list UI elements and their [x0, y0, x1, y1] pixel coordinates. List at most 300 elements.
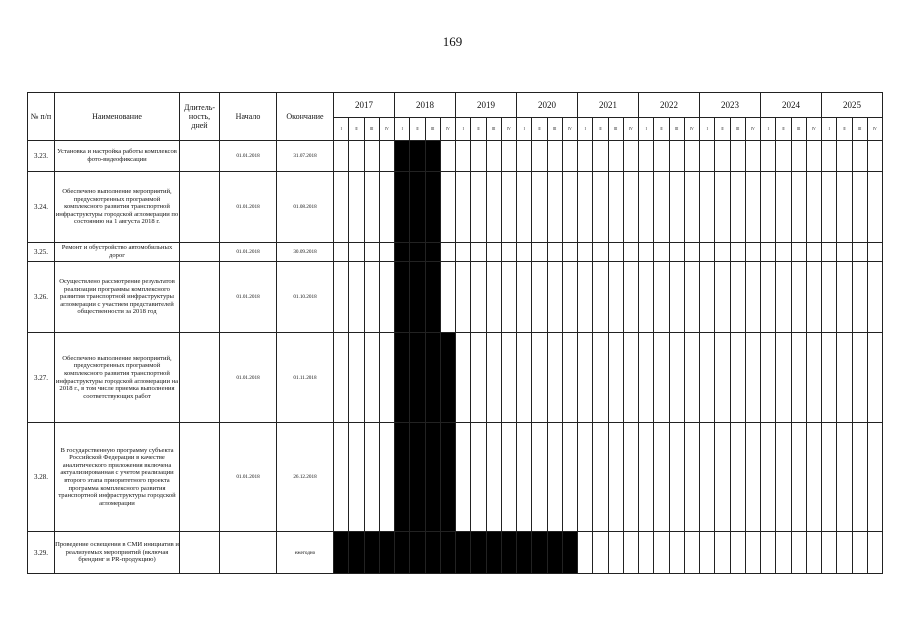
year-header: 2022 [639, 93, 700, 118]
quarter-cell [486, 333, 501, 423]
quarter-cell [761, 262, 776, 333]
quarter-cell [791, 243, 806, 262]
year-header: 2025 [822, 93, 883, 118]
row-num: 3.28. [28, 423, 55, 532]
quarter-cell [867, 262, 882, 333]
quarter-cell [822, 423, 837, 532]
quarter-header: IV [440, 118, 455, 141]
quarter-cell [700, 172, 715, 243]
row-num: 3.26. [28, 262, 55, 333]
quarter-cell [456, 243, 471, 262]
quarter-cell [623, 423, 638, 532]
gantt-bar-cell [456, 532, 471, 574]
quarter-cell [593, 243, 608, 262]
quarter-cell [867, 333, 882, 423]
quarter-cell [562, 423, 577, 532]
quarter-cell [761, 532, 776, 574]
quarter-header: III [791, 118, 806, 141]
quarter-cell [593, 333, 608, 423]
col-header-duration: Длитель-ность, дней [180, 93, 220, 141]
quarter-cell [364, 423, 379, 532]
quarter-cell [639, 532, 654, 574]
row-start-date: 01.01.2018 [220, 172, 277, 243]
quarter-cell [440, 141, 455, 172]
quarter-cell [684, 423, 699, 532]
quarter-header: II [776, 118, 791, 141]
gantt-bar-cell [425, 262, 440, 333]
row-end-date: 31.07.2018 [277, 141, 334, 172]
quarter-cell [578, 333, 593, 423]
gantt-bar-cell [425, 532, 440, 574]
quarter-cell [867, 423, 882, 532]
quarter-cell [730, 423, 745, 532]
quarter-cell [562, 333, 577, 423]
quarter-header: II [471, 118, 486, 141]
gantt-bar-cell [425, 243, 440, 262]
quarter-cell [608, 141, 623, 172]
quarter-cell [517, 262, 532, 333]
year-header: 2017 [334, 93, 395, 118]
quarter-header: II [715, 118, 730, 141]
row-name: В государственную программу субъекта Российской Федерации в качестве аналитического приложения включена актуализированная с учетом реализации второго этапа приоритетного проекта программа комплексного развития транспортной инфраструктуры городской агломерации [55, 423, 180, 532]
quarter-cell [776, 243, 791, 262]
quarter-cell [471, 423, 486, 532]
quarter-cell [334, 172, 349, 243]
quarter-cell [364, 262, 379, 333]
quarter-cell [791, 141, 806, 172]
col-header-end: Окончание [277, 93, 334, 141]
quarter-cell [486, 141, 501, 172]
quarter-cell [837, 423, 852, 532]
quarter-cell [486, 172, 501, 243]
quarter-cell [639, 172, 654, 243]
row-start-date: 01.01.2018 [220, 423, 277, 532]
quarter-cell [852, 243, 867, 262]
quarter-cell [715, 262, 730, 333]
quarter-cell [806, 262, 821, 333]
quarter-cell [456, 423, 471, 532]
quarter-cell [379, 333, 394, 423]
quarter-cell [364, 333, 379, 423]
quarter-cell [517, 141, 532, 172]
row-end-date: ежегодно [277, 532, 334, 574]
quarter-cell [440, 172, 455, 243]
quarter-cell [837, 141, 852, 172]
quarter-cell [791, 262, 806, 333]
row-num: 3.24. [28, 172, 55, 243]
quarter-cell [852, 141, 867, 172]
quarter-cell [745, 172, 760, 243]
gantt-bar-cell [395, 333, 410, 423]
quarter-cell [791, 423, 806, 532]
quarter-cell [745, 141, 760, 172]
gantt-bar-cell [471, 532, 486, 574]
gantt-bar-cell [379, 532, 394, 574]
row-name: Осуществлено рассмотрение результатов реализации программы комплексного развития транспортной инфраструктуры агломерации с участием представителей общественности за 2018 год [55, 262, 180, 333]
table-row [28, 243, 883, 262]
quarter-cell [745, 262, 760, 333]
row-duration [180, 262, 220, 333]
col-header-num: № п/п [28, 93, 55, 141]
quarter-cell [593, 532, 608, 574]
quarter-cell [669, 243, 684, 262]
quarter-cell [593, 423, 608, 532]
row-name: Ремонт и обустройство автомобильных дорог [55, 243, 180, 262]
gantt-bar-cell [334, 532, 349, 574]
quarter-cell [623, 172, 638, 243]
quarter-cell [562, 243, 577, 262]
quarter-cell [669, 423, 684, 532]
row-duration [180, 172, 220, 243]
quarter-header: I [456, 118, 471, 141]
quarter-cell [456, 172, 471, 243]
quarter-cell [334, 333, 349, 423]
quarter-header: I [578, 118, 593, 141]
quarter-cell [684, 262, 699, 333]
quarter-header: I [334, 118, 349, 141]
quarter-cell [456, 333, 471, 423]
gantt-bar-cell [410, 243, 425, 262]
quarter-cell [806, 532, 821, 574]
quarter-cell [806, 141, 821, 172]
gantt-bar-cell [501, 532, 516, 574]
quarter-cell [700, 141, 715, 172]
quarter-cell [806, 423, 821, 532]
quarter-header: II [349, 118, 364, 141]
quarter-cell [608, 423, 623, 532]
quarter-cell [700, 262, 715, 333]
quarter-cell [440, 243, 455, 262]
quarter-cell [349, 172, 364, 243]
gantt-bar-cell [486, 532, 501, 574]
quarter-cell [517, 423, 532, 532]
quarter-header: IV [806, 118, 821, 141]
quarter-cell [654, 532, 669, 574]
quarter-cell [501, 172, 516, 243]
quarter-cell [867, 243, 882, 262]
quarter-cell [837, 243, 852, 262]
gantt-bar-cell [364, 532, 379, 574]
quarter-cell [837, 333, 852, 423]
quarter-cell [379, 262, 394, 333]
row-name: Обеспечено выполнение мероприятий, предусмотренных программой комплексного развития транспортной инфраструктуры городской агломерации по состоянию на 1 августа 2018 г. [55, 172, 180, 243]
quarter-header: I [761, 118, 776, 141]
quarter-cell [700, 423, 715, 532]
quarter-cell [532, 262, 547, 333]
gantt-bar-cell [395, 423, 410, 532]
quarter-cell [547, 172, 562, 243]
quarter-cell [547, 262, 562, 333]
quarter-cell [456, 141, 471, 172]
quarter-cell [578, 172, 593, 243]
quarter-cell [639, 262, 654, 333]
quarter-cell [822, 262, 837, 333]
quarter-cell [593, 172, 608, 243]
row-name: Проведение освещения в СМИ инициатив и реализуемых мероприятий (включая брендинг и PR-продукцию) [55, 532, 180, 574]
quarter-header: II [593, 118, 608, 141]
quarter-cell [837, 172, 852, 243]
quarter-cell [471, 262, 486, 333]
quarter-cell [349, 141, 364, 172]
quarter-cell [745, 423, 760, 532]
quarter-cell [730, 262, 745, 333]
year-header: 2021 [578, 93, 639, 118]
quarter-header: III [486, 118, 501, 141]
quarter-cell [639, 423, 654, 532]
quarter-cell [852, 423, 867, 532]
quarter-cell [730, 333, 745, 423]
quarter-cell [623, 141, 638, 172]
quarter-cell [791, 172, 806, 243]
quarter-cell [593, 262, 608, 333]
quarter-cell [532, 243, 547, 262]
quarter-cell [501, 141, 516, 172]
quarter-cell [608, 243, 623, 262]
gantt-bar-cell [410, 141, 425, 172]
quarter-cell [654, 141, 669, 172]
quarter-cell [730, 243, 745, 262]
quarter-cell [334, 262, 349, 333]
quarter-cell [745, 333, 760, 423]
quarter-cell [684, 333, 699, 423]
quarter-cell [517, 243, 532, 262]
quarter-header: I [517, 118, 532, 141]
quarter-cell [822, 172, 837, 243]
quarter-cell [852, 262, 867, 333]
quarter-cell [578, 262, 593, 333]
row-num: 3.25. [28, 243, 55, 262]
quarter-cell [806, 243, 821, 262]
row-duration [180, 532, 220, 574]
quarter-cell [578, 532, 593, 574]
gantt-bar-cell [410, 262, 425, 333]
row-end-date: 30.09.2018 [277, 243, 334, 262]
quarter-header: II [532, 118, 547, 141]
quarter-header: IV [623, 118, 638, 141]
quarter-cell [501, 423, 516, 532]
quarter-cell [806, 172, 821, 243]
quarter-cell [532, 333, 547, 423]
gantt-bar-cell [410, 172, 425, 243]
gantt-body [28, 141, 883, 574]
quarter-cell [593, 141, 608, 172]
quarter-cell [349, 423, 364, 532]
quarter-cell [684, 243, 699, 262]
quarter-header: I [822, 118, 837, 141]
quarter-cell [776, 141, 791, 172]
quarter-cell [684, 141, 699, 172]
quarter-cell [730, 141, 745, 172]
quarter-cell [745, 532, 760, 574]
quarter-cell [791, 333, 806, 423]
quarter-header: III [669, 118, 684, 141]
quarter-cell [486, 243, 501, 262]
row-start-date: 01.01.2018 [220, 141, 277, 172]
quarter-cell [715, 333, 730, 423]
quarter-header: II [654, 118, 669, 141]
quarter-header: II [837, 118, 852, 141]
gantt-bar-cell [425, 172, 440, 243]
quarter-cell [578, 423, 593, 532]
year-header: 2018 [395, 93, 456, 118]
quarter-cell [654, 172, 669, 243]
quarter-cell [761, 141, 776, 172]
quarter-cell [364, 243, 379, 262]
quarter-cell [776, 423, 791, 532]
quarter-cell [608, 172, 623, 243]
quarter-cell [669, 141, 684, 172]
quarter-cell [669, 532, 684, 574]
quarter-cell [623, 243, 638, 262]
year-header: 2024 [761, 93, 822, 118]
gantt-bar-cell [395, 172, 410, 243]
quarter-cell [608, 333, 623, 423]
table-row [28, 423, 883, 532]
quarter-header: IV [562, 118, 577, 141]
quarter-cell [379, 423, 394, 532]
quarter-header: IV [501, 118, 516, 141]
row-start-date: 01.01.2018 [220, 333, 277, 423]
quarter-cell [761, 333, 776, 423]
row-num: 3.23. [28, 141, 55, 172]
quarter-header: III [425, 118, 440, 141]
table-row [28, 262, 883, 333]
quarter-cell [486, 262, 501, 333]
quarter-cell [562, 141, 577, 172]
gantt-bar-cell [425, 141, 440, 172]
quarter-cell [547, 333, 562, 423]
row-name: Обеспечено выполнение мероприятий, предусмотренных программой комплексного развития транспортной инфраструктуры городской агломерации на 2018 г., в том числе приемка выполнения соответствующих работ [55, 333, 180, 423]
quarter-cell [852, 532, 867, 574]
quarter-cell [364, 141, 379, 172]
quarter-header: IV [867, 118, 882, 141]
quarter-header: III [608, 118, 623, 141]
quarter-cell [730, 172, 745, 243]
quarter-cell [776, 262, 791, 333]
quarter-cell [715, 423, 730, 532]
quarter-cell [623, 333, 638, 423]
quarter-cell [852, 172, 867, 243]
quarter-cell [379, 141, 394, 172]
quarter-cell [486, 423, 501, 532]
quarter-header: I [395, 118, 410, 141]
quarter-cell [684, 172, 699, 243]
quarter-cell [471, 141, 486, 172]
quarter-cell [501, 333, 516, 423]
quarter-header: III [547, 118, 562, 141]
row-start-date: 01.01.2018 [220, 262, 277, 333]
gantt-bar-cell [440, 423, 455, 532]
quarter-cell [745, 243, 760, 262]
quarter-cell [517, 172, 532, 243]
gantt-bar-cell [440, 333, 455, 423]
quarter-header: I [700, 118, 715, 141]
quarter-cell [669, 172, 684, 243]
quarter-cell [379, 172, 394, 243]
quarter-header: IV [684, 118, 699, 141]
quarter-cell [578, 141, 593, 172]
row-duration [180, 333, 220, 423]
gantt-bar-cell [440, 532, 455, 574]
row-end-date: 26.12.2018 [277, 423, 334, 532]
quarter-cell [715, 243, 730, 262]
gantt-bar-cell [349, 532, 364, 574]
row-end-date: 01.11.2018 [277, 333, 334, 423]
year-header-row [28, 93, 883, 118]
quarter-cell [334, 243, 349, 262]
quarter-cell [776, 172, 791, 243]
quarter-cell [334, 423, 349, 532]
quarter-cell [532, 423, 547, 532]
quarter-cell [715, 172, 730, 243]
gantt-bar-cell [517, 532, 532, 574]
gantt-bar-cell [410, 532, 425, 574]
quarter-cell [517, 333, 532, 423]
quarter-cell [608, 262, 623, 333]
quarter-cell [822, 141, 837, 172]
quarter-cell [715, 141, 730, 172]
quarter-cell [547, 141, 562, 172]
quarter-cell [639, 243, 654, 262]
quarter-cell [654, 243, 669, 262]
gantt-bar-cell [425, 333, 440, 423]
row-start-date [220, 532, 277, 574]
quarter-cell [547, 423, 562, 532]
quarter-cell [837, 532, 852, 574]
year-header: 2023 [700, 93, 761, 118]
quarter-cell [532, 172, 547, 243]
quarter-cell [867, 532, 882, 574]
year-header: 2020 [517, 93, 578, 118]
quarter-cell [715, 532, 730, 574]
quarter-cell [364, 172, 379, 243]
quarter-cell [730, 532, 745, 574]
quarter-header: III [852, 118, 867, 141]
quarter-cell [822, 333, 837, 423]
quarter-cell [623, 262, 638, 333]
quarter-cell [547, 243, 562, 262]
quarter-cell [654, 262, 669, 333]
table-row [28, 141, 883, 172]
quarter-cell [822, 243, 837, 262]
quarter-cell [349, 243, 364, 262]
gantt-bar-cell [395, 243, 410, 262]
quarter-cell [669, 333, 684, 423]
quarter-cell [654, 423, 669, 532]
quarter-cell [578, 243, 593, 262]
row-start-date: 01.01.2018 [220, 243, 277, 262]
quarter-cell [562, 172, 577, 243]
gantt-bar-cell [562, 532, 577, 574]
quarter-cell [471, 333, 486, 423]
year-header: 2019 [456, 93, 517, 118]
quarter-cell [440, 262, 455, 333]
quarter-cell [501, 243, 516, 262]
col-header-name: Наименование [55, 93, 180, 141]
quarter-cell [334, 141, 349, 172]
gantt-bar-cell [547, 532, 562, 574]
table-row [28, 172, 883, 243]
quarter-cell [471, 172, 486, 243]
gantt-bar-cell [395, 141, 410, 172]
quarter-cell [623, 532, 638, 574]
gantt-bar-cell [395, 532, 410, 574]
quarter-cell [867, 172, 882, 243]
quarter-header: III [730, 118, 745, 141]
row-num: 3.29. [28, 532, 55, 574]
quarter-cell [684, 532, 699, 574]
gantt-bar-cell [410, 333, 425, 423]
